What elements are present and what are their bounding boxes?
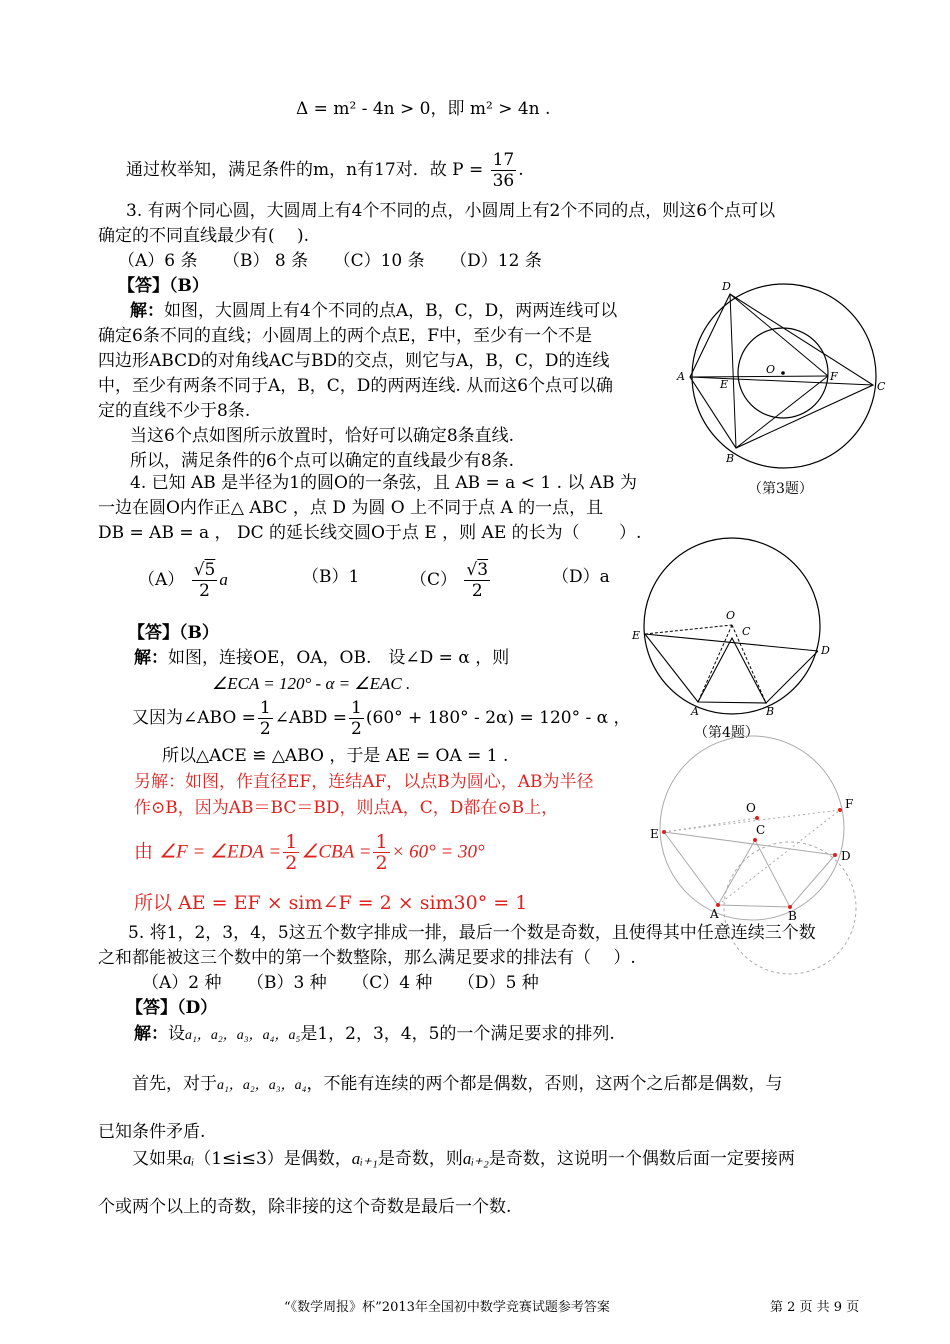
q5-options: （A）2 种 （B）3 种 （C）4 种 （D）5 种 bbox=[142, 973, 539, 993]
svg-text:O: O bbox=[746, 801, 756, 815]
q3-caption: （第3题） bbox=[748, 481, 813, 497]
q4-solution-1: 解：如图，连接OE，OA，OB. 设∠D = α ，则 bbox=[134, 648, 510, 668]
enum-text: 通过枚举知，满足条件的m，n有17对．故 P = bbox=[126, 160, 484, 180]
q5-answer: 【答】（D） bbox=[126, 998, 218, 1018]
svg-text:O: O bbox=[766, 363, 776, 376]
q4-solution-4: 所以△ACE ≌ △ABO ，于是 AE = OA = 1 . bbox=[162, 746, 509, 766]
footer-title: “《数学周报》杯”2013年全国初中数学竞赛试题参考答案 bbox=[284, 1300, 610, 1315]
q3-solution-1: 解：如图，大圆周上有4个不同的点A，B，C，D，两两连线可以 bbox=[130, 301, 618, 321]
svg-text:C: C bbox=[877, 380, 886, 393]
svg-text:E: E bbox=[720, 378, 729, 391]
q4-option-d: （D）a bbox=[552, 567, 610, 587]
q3-answer: 【答】（B） bbox=[118, 276, 209, 296]
q4-alt-2: 作⊙B，因为AB＝BC＝BD，则点A，C，D都在⊙B上， bbox=[134, 798, 559, 818]
q5-solution-3: 已知条件矛盾. bbox=[98, 1122, 206, 1142]
q3-solution-7: 所以，满足条件的6个点可以确定的直线最少有8条. bbox=[130, 451, 515, 471]
svg-text:B: B bbox=[788, 909, 797, 923]
figure-q3 bbox=[670, 276, 900, 476]
svg-text:A: A bbox=[691, 705, 699, 718]
q5-solution-2: 首先，对于a₁，a₂，a₃，a₄，不能有连续的两个都是偶数，否则，这两个之后都是偶数，与 bbox=[132, 1074, 783, 1094]
q5-stem-2: 之和都能被这三个数中的第一个数整除，那么满足要求的排法有（ ）. bbox=[98, 948, 636, 968]
q4-solution-2: ∠ECA = 120° - α = ∠EAC . bbox=[212, 674, 411, 693]
q5-solution-4: 又如果aᵢ（1≤i≤3）是偶数，aᵢ₊₁是奇数，则aᵢ₊₂是奇数，这说明一个偶数后面一定要接两 bbox=[132, 1149, 795, 1169]
q4-option-a: （A） $\frac{√5}{2}$ a bbox=[138, 560, 228, 601]
footer-page: 第 2 页 共 9 页 bbox=[770, 1300, 860, 1315]
q3-options: （A）6 条 （B） 8 条 （C）10 条 （D）12 条 bbox=[118, 251, 542, 271]
q3-stem-2: 确定的不同直线最少有( ). bbox=[98, 226, 310, 246]
svg-text:D: D bbox=[821, 644, 830, 657]
q5-stem-1: 5. 将1，2，3，4，5这五个数字排成一排，最后一个数是奇数，且使得其中任意连续三个数 bbox=[128, 923, 816, 943]
q4-option-b: （B）1 bbox=[302, 567, 360, 587]
q3-solution-5: 定的直线不少于8条. bbox=[98, 401, 251, 421]
probability-fraction: $\frac{17}{36}$ bbox=[492, 150, 515, 191]
sqrt5-over-2: $\frac{√5}{2}$ bbox=[193, 560, 216, 601]
q3-solution-4: 中，至少有两条不同于A，B，C，D的两两连线. 从而这6个点可以确 bbox=[98, 376, 614, 396]
sqrt3-over-2: $\frac{√3}{2}$ bbox=[466, 560, 489, 601]
svg-text:F: F bbox=[845, 797, 854, 811]
svg-text:A: A bbox=[677, 370, 685, 383]
q4-caption: （第4题） bbox=[694, 725, 759, 741]
q3-solution-2: 确定6条不同的直线；小圆周上的两个点E，F中，至少有一个不是 bbox=[98, 326, 593, 346]
svg-text:F: F bbox=[830, 370, 838, 383]
svg-text:D: D bbox=[841, 849, 851, 863]
svg-text:C: C bbox=[756, 823, 766, 837]
q4-answer: 【答】（B） bbox=[128, 623, 219, 643]
q4-alt-1: 另解：如图，作直径EF，连结AF，以点B为圆心，AB为半径 bbox=[134, 772, 594, 792]
svg-text:B: B bbox=[766, 705, 775, 718]
q5-solution-5: 个或两个以上的奇数，除非接的这个奇数是最后一个数. bbox=[98, 1197, 512, 1217]
figure-q4 bbox=[628, 535, 848, 720]
delta-condition: Δ = m² - 4n > 0，即 m² > 4n . bbox=[296, 99, 551, 119]
q4-stem-3: DB = AB = a ， DC 的延长线交圆O于点 E ，则 AE 的长为（ ）. bbox=[98, 523, 642, 543]
q4-solution-3: 又因为∠ABO = $\frac{1}{2}$ ∠ABD = $\frac{1}{2}$ (60° + 180° - 2α) = 120° - α ， bbox=[132, 698, 631, 739]
svg-text:B: B bbox=[726, 452, 735, 465]
svg-text:E: E bbox=[650, 827, 659, 841]
svg-text:E: E bbox=[632, 629, 641, 642]
q4-option-c: （C） $\frac{√3}{2}$ bbox=[410, 560, 489, 601]
svg-text:O: O bbox=[726, 609, 736, 622]
q4-stem-1: 4. 已知 AB 是半径为1的圆O的一条弦，且 AB = a < 1 . 以 AB 为 bbox=[130, 473, 637, 493]
svg-text:A: A bbox=[710, 907, 719, 921]
q4-alt-3: 由 ∠F = ∠EDA = $\frac{1}{2}$ ∠CBA = $\frac{1}{2}$ × 60° = 30° bbox=[134, 831, 485, 874]
q3-solution-6: 当这6个点如图所示放置时，恰好可以确定8条直线. bbox=[130, 426, 515, 446]
q5-solution-1: 解：设a₁，a₂，a₃，a₄，a₅是1，2，3，4，5的一个满足要求的排列. bbox=[134, 1024, 615, 1044]
enumeration-result: 通过枚举知，满足条件的m，n有17对．故 P = $\frac{17}{36}$ . bbox=[126, 150, 524, 191]
q4-alt-4: 所以 AE = EF × sim∠F = 2 × sim30° = 1 bbox=[134, 892, 528, 914]
q4-stem-2: 一边在圆O内作正△ ABC ，点 D 为圆 O 上不同于点 A 的一点，且 bbox=[98, 498, 604, 518]
q3-solution-3: 四边形ABCD的对角线AC与BD的交点，则它与A，B，C，D的连线 bbox=[98, 351, 610, 371]
svg-text:C: C bbox=[742, 625, 751, 638]
q3-stem-1: 3. 有两个同心圆，大圆周上有4个不同的点，小圆周上有2个不同的点，则这6个点可以 bbox=[126, 201, 776, 221]
svg-text:D: D bbox=[722, 280, 731, 293]
